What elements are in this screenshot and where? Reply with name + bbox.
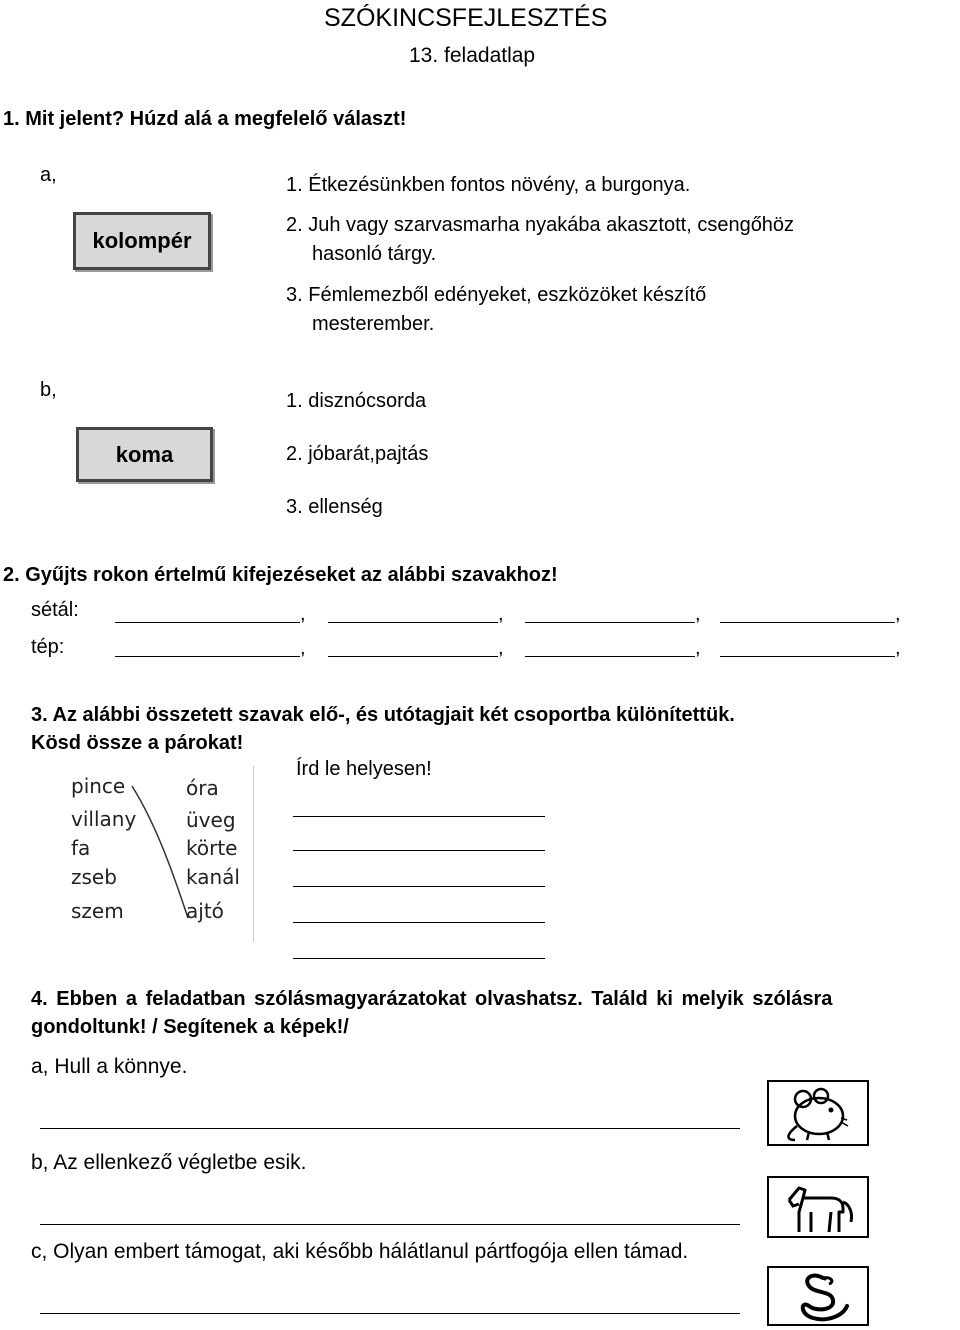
right-word: körte	[186, 836, 238, 860]
comma: ,	[300, 637, 306, 659]
comma: ,	[498, 637, 504, 659]
answer-line[interactable]	[525, 656, 695, 657]
task1a-option-1[interactable]: 1. Étkezésünkben fontos növény, a burgonya.	[286, 174, 691, 196]
task1b-option-3[interactable]: 3. ellenség	[286, 496, 383, 518]
comma: ,	[895, 603, 901, 625]
task1b-option-2[interactable]: 2. jóbarát,pajtás	[286, 443, 429, 465]
answer-line[interactable]	[293, 886, 545, 887]
answer-line[interactable]	[525, 622, 695, 623]
task2-word-tep: tép:	[31, 636, 65, 658]
task2-question: 2. Gyűjts rokon értelmű kifejezéseket az alábbi szavakhoz!	[3, 564, 558, 586]
task1a-option-2[interactable]: 2. Juh vagy szarvasmarha nyakába akasztott, csengőhöz	[286, 214, 795, 236]
task1a-option-3[interactable]: 3. Fémlemezből edényeket, eszközöket készítő	[286, 284, 707, 306]
left-word: villany	[71, 807, 137, 831]
task1b-label: b,	[40, 379, 57, 401]
answer-line[interactable]	[328, 656, 498, 657]
answer-line[interactable]	[328, 622, 498, 623]
word-box-koma	[76, 427, 213, 482]
answer-line[interactable]	[115, 656, 300, 657]
answer-line[interactable]	[40, 1313, 740, 1314]
answer-line[interactable]	[115, 622, 300, 623]
answer-line[interactable]	[40, 1128, 740, 1129]
task3-write-label: Írd le helyesen!	[296, 758, 432, 780]
comma: ,	[300, 603, 306, 625]
answer-line[interactable]	[293, 958, 545, 959]
comma: ,	[498, 603, 504, 625]
task4-item-a: a, Hull a könnye.	[31, 1055, 188, 1078]
task1b-option-1[interactable]: 1. disznócsorda	[286, 390, 427, 412]
task1a-option-3-cont[interactable]: mesterember.	[312, 313, 435, 335]
right-word: kanál	[186, 865, 240, 889]
task3-question-line2: Kösd össze a párokat!	[31, 732, 244, 754]
answer-line[interactable]	[720, 622, 895, 623]
task1a-label: a,	[40, 164, 57, 186]
snake-icon	[767, 1266, 869, 1326]
task4-item-b: b, Az ellenkező végletbe esik.	[31, 1151, 307, 1174]
word-box-kolomper	[73, 212, 211, 270]
task4-question-line1: 4. Ebben a feladatban szólásmagyarázatokat olvashatsz. Találd ki melyik szólásra	[31, 988, 833, 1010]
task1-question: 1. Mit jelent? Húzd alá a megfelelő választ!	[3, 108, 407, 130]
left-word: zseb	[71, 865, 117, 889]
horse-icon	[767, 1176, 869, 1238]
word-koma: koma	[115, 441, 174, 467]
word-kolomper: kolompér	[92, 228, 192, 253]
comma: ,	[695, 637, 701, 659]
answer-line[interactable]	[293, 922, 545, 923]
left-word: fa	[71, 836, 91, 860]
right-word: óra	[186, 776, 219, 800]
mouse-icon	[767, 1080, 869, 1146]
page-subtitle: 13. feladatlap	[409, 44, 536, 67]
task1a-option-2-cont[interactable]: hasonló tárgy.	[312, 243, 437, 265]
right-word: üveg	[186, 808, 236, 832]
right-word: ajtó	[186, 899, 224, 923]
answer-line[interactable]	[720, 656, 895, 657]
answer-line[interactable]	[40, 1224, 740, 1225]
task4-question-line2: gondoltunk! / Segítenek a képek!/	[31, 1016, 349, 1038]
page-title: SZÓKINCSFEJLESZTÉS	[324, 4, 608, 32]
task2-word-setal: sétál:	[31, 599, 79, 621]
comma: ,	[695, 603, 701, 625]
answer-line[interactable]	[293, 816, 545, 817]
task3-question-line1: 3. Az alábbi összetett szavak elő-, és utótagjait két csoportba különítettük.	[31, 704, 735, 726]
answer-line[interactable]	[293, 850, 545, 851]
left-word: szem	[71, 899, 124, 923]
comma: ,	[895, 637, 901, 659]
left-word: pince	[71, 774, 126, 798]
task4-item-c: c, Olyan embert támogat, aki később hálátlanul pártfogója ellen támad.	[31, 1240, 689, 1263]
